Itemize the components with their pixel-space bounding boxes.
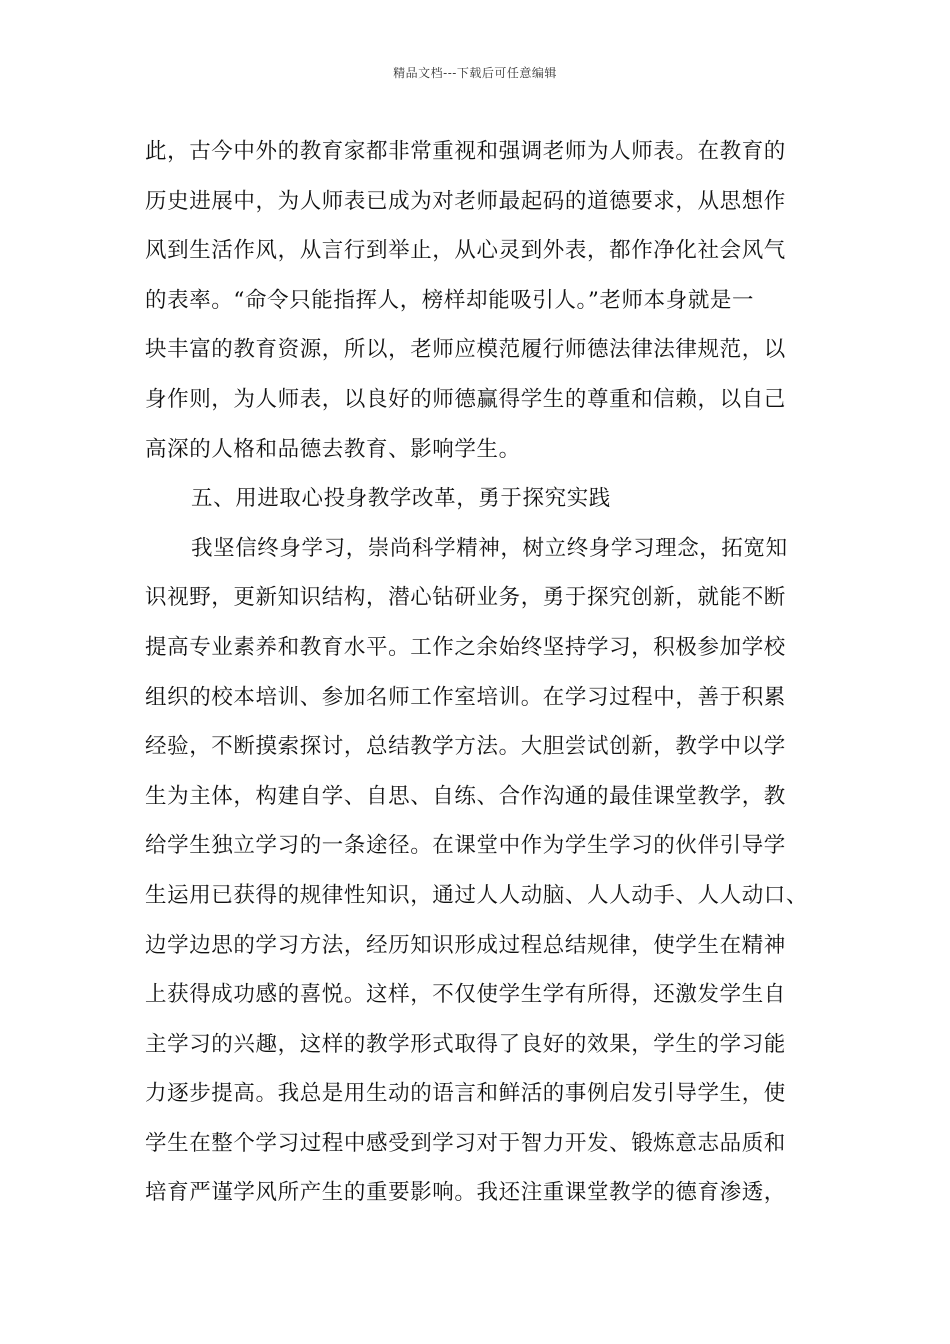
- text-line: 生为主体，构建自学、自思、自练、合作沟通的最佳课堂教学，教: [145, 783, 786, 809]
- text-line: 学生在整个学习过程中感受到学习对于智力开发、锻炼意志品质和: [145, 1130, 786, 1156]
- text-line: 块丰富的教育资源，所以，老师应模范履行师德法律法律规范，以: [145, 337, 786, 363]
- text-line: 此，古今中外的教育家都非常重视和强调老师为人师表。在教育的: [145, 139, 786, 164]
- text-line: 风到生活作风，从言行到举止，从心灵到外表，都作净化社会风气: [145, 238, 786, 264]
- document-body: [145, 127, 825, 1218]
- text-line: 身作则，为人师表，以良好的师德赢得学生的尊重和信赖，以自己: [145, 386, 786, 412]
- text-line: 生运用已获得的规律性知识，通过人人动脑、人人动手、人人动口、: [145, 882, 809, 908]
- text-line: 历史进展中，为人师表已成为对老师最起码的道德要求，从思想作: [145, 188, 786, 214]
- page-header: 精品文档---下载后可任意编辑: [393, 66, 557, 80]
- text-line: 高深的人格和品德去教育、影响学生。: [145, 436, 521, 462]
- text-line: 我坚信终身学习，崇尚科学精神，树立终身学习理念，拓宽知: [191, 535, 788, 561]
- text-line: 上获得成功感的喜悦。这样，不仅使学生学有所得，还激发学生自: [145, 982, 786, 1008]
- text-line: 给学生独立学习的一条途径。在课堂中作为学生学习的伙伴引导学: [145, 833, 786, 859]
- text-line: 五、用进取心投身教学改革，勇于探究实践: [191, 486, 611, 512]
- text-line: 主学习的兴趣，这样的教学形式取得了良好的效果，学生的学习能: [145, 1031, 786, 1057]
- text-line: 力逐步提高。我总是用生动的语言和鲜活的事例启发引导学生，使: [145, 1081, 786, 1107]
- text-line: 经验，不断摸索探讨，总结教学方法。大胆尝试创新，教学中以学: [145, 734, 786, 760]
- text-line: 提高专业素养和教育水平。工作之余始终坚持学习，积极参加学校: [145, 634, 786, 660]
- text-line: 边学边思的学习方法，经历知识形成过程总结规律，使学生在精神: [145, 932, 786, 958]
- text-line: 培育严谨学风所产生的重要影响。我还注重课堂教学的德育渗透，: [145, 1180, 786, 1206]
- text-line: 组织的校本培训、参加名师工作室培训。在学习过程中，善于积累: [145, 684, 786, 710]
- text-line: 识视野，更新知识结构，潜心钻研业务，勇于探究创新，就能不断: [145, 585, 786, 611]
- text-line: 的表率。“命令只能指挥人，榜样却能吸引人。”老师本身就是一: [145, 287, 755, 313]
